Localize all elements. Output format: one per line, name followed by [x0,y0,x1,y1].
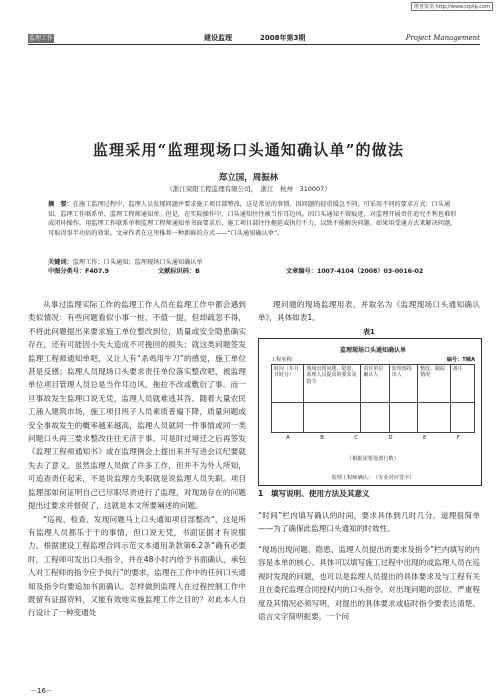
article-authors: 郑立国，周振林 [218,173,279,183]
form-letter: D [388,435,393,441]
body-paragraph: “现场出现问题、隐患、监理人员提出的要求及指令”栏内填写的内容是本单的核心。具体可以填写施工过程中出现的或监理人员在巡视时发现的问题，也可以是监理人员提出的具体要求及与工程有关且在委托监理合同授权内的口头指令。对出现问题的部位、严重程度及其情况必须写明，对提出的具体要求或临时指令要表达清楚。语言文字简明扼要，一个问 [258,545,480,622]
body-right-column-bottom [258,501,480,631]
body-paragraph: 从事过监理实际工作的监理工作人员在监理工作中都会遇到类似情况：有些问题看似小事一桩、不值一提，但却疏忽不得，不将此问题提出来要求施工单位整改到位，质量或安全隐患确实存在，还有可能因小失大造成不可挽回的损失；就这类问题签发监理工程师通知单吧，又让人有“杀鸡用牛刀”的感觉，施工单位甚是反感；监理人员现场口头要求责任单位落实整改吧，被监理单位项目管理人员总是当作耳边风，拖拉不改或敷衍了事。而一旦事故发生监理口说无凭，监理人员就难逃其咎。随着大量农民工涌入建筑市场，施工项目班子人员素质普遍下降，质量问题或安全事故发生的概率越来越高，监理人员就同一件事情或同一类问题口头再三要求整改往往无济于事。可是时过境迁之后再签发《监理工程师通知书》或在监理例会上提出来并写进会议纪要就失去了意义。虽然监理人员做了许多工作，但并不为外人所知，可追查责任起来，不是说监理方失职就是说监理人员失职。项目监理部如何证明自己已尽职尽责进行了监理，对现场存在的问题提出过要求并督促了，这就是本文所要阐述的问题。 [28,300,246,511]
form-col-issue: 现场出现问题、隐患、监理人员提出的要求及指令 [304,365,361,403]
clc-value: F407.9 [85,268,109,275]
article-number-label: 文章编号： [286,268,317,275]
form-letter: F [456,435,460,441]
clc-label: 中图分类号： [48,268,86,275]
form-col-responsible: 责任单位确认人 [361,365,389,403]
article-number-value: 1007-4104（2008）03-0016-02 [316,268,424,275]
confirmation-form [258,338,482,486]
form-meta-row [271,356,475,364]
abstract-label: 摘 要： [48,201,73,208]
form-letter: B [320,435,324,441]
journal-english-name: Project Management [405,34,480,42]
keywords-text: 监理工作；口头通知；监理现场口头通知确认单 [72,259,203,266]
keywords-label: 关键词： [48,259,73,266]
form-footer-note: （根据需要设置行数） [347,456,399,462]
body-paragraph: “巡视、检查、发现问题马上口头通知项目部整改”，这是所有监理人员都乐于干的事情，但口说无凭，书面证据才有说服力。根据建设工程监理合同示范文本通用条款第6.2条“确有必要时，工程师可发出口头指令，并在48小时内给予书面确认，承包人对工程师的指令应予执行”的要求，监理在工作中的任何口头通知及指令均要追加书面确认。怎样做到监理人在过程控制工作中既留有证据资料，又能有效地实施监理工作之目的？对此本人自行设计了一种变通处 [28,514,246,618]
body-paragraph: “时间”栏内填写确认的时间，要求具体到几时几分。道理很简单——为了确保此监理口头通知的时效性。 [258,510,480,533]
journal-name: 建设监理 [204,34,232,42]
body-right-column-top [258,298,480,325]
form-signature: 监理工程师确认： （专业对应签字） [331,475,415,481]
doc-code-value: B [195,268,200,275]
journal-issue: 2008年第3期 [260,34,306,42]
form-letter: E [422,435,427,441]
form-title: 监理现场口头通知确认单 [339,347,406,354]
form-project-label: 工程名称： [271,357,297,363]
form-cell [304,403,361,433]
doc-code [158,267,200,276]
article-number [286,267,423,276]
form-cell [389,403,417,433]
page-number: －16－ [30,687,53,695]
article-affiliation: （浙江荣阳工程监理有限公司， 浙江 杭州 310007） [166,185,331,193]
form-table [271,364,475,433]
body-left-column [28,298,246,620]
form-inner [271,345,475,479]
form-col-supervisor: 监理部指出人 [389,365,417,403]
abstract-text: 在施工监理过程中，监理人员发现问题并要求施工项目部整改，这是常见的事情。因问题的轻重缓急不同，可采用不同的要求方式：口头通知、监理工作联系单、监理工程师通知单。但是，在实际操作中，口头通知往往被当作耳边风。因口头通知不留痕迹，对监理开展责任追究不利也难形成闭环操作。用监理工作联系单和监理工程师通知单书面要求后，施工项目部往往拖延或执行不力，以致不能解决问题。如果用受通方式来解决问题，可取得事半功倍的效果。文章作者在这里推荐一种新鲜的方式——“口头通知确认单”。 [48,201,457,237]
form-letter: A [286,435,290,441]
form-cell [450,403,474,433]
form-header-row [272,365,475,403]
form-cell [418,403,450,433]
form-number-label: 编号：T械A [446,357,475,363]
form-col-result: 整改、跟踪情况 [418,365,450,403]
running-header [28,34,480,43]
form-letter: C [354,435,359,441]
abstract [48,200,460,238]
doc-code-label: 文献标识码： [158,268,196,275]
form-cell [361,403,389,433]
form-blank-row [272,403,475,433]
form-col-note: 备注 [450,365,474,403]
form-cell [272,403,304,433]
body-paragraph: 理问题的现场监理用表，并取名为《监理现场口头通知确认单》，具体如表1。 [258,300,480,323]
watermark: 维普资讯 http://www.cqvip.com [411,2,493,11]
keywords [48,258,460,267]
section-tag: 监理工作 [28,35,53,42]
form-letter-row [271,435,475,441]
section-heading: 1 填写说明、使用方法及其意义 [258,489,370,498]
clc-number [48,267,109,276]
article-title: 监理采用“监理现场口头通知确认单”的做法 [92,141,405,159]
table-caption: 表1 [363,328,375,336]
form-col-time: 时间（年月日时分） [272,365,304,403]
header-rule [28,44,480,45]
